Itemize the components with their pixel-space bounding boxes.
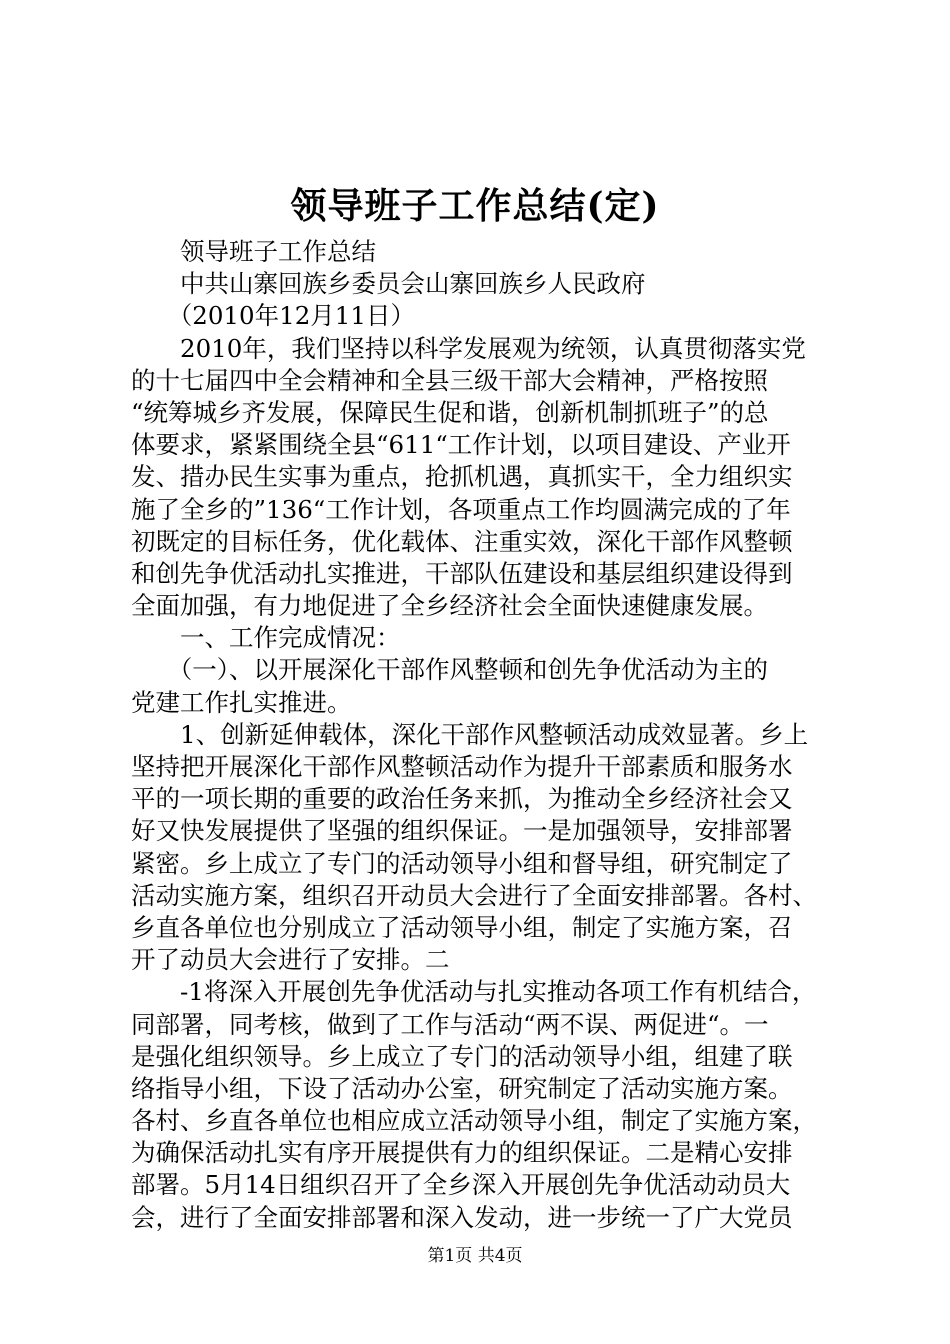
body-line: 开了动员大会进行了安排。二: [131, 945, 450, 975]
body-line: 中共山寨回族乡委员会山寨回族乡人民政府: [131, 269, 646, 299]
body-line: 体要求，紧紧围绕全县“611“工作计划，以项目建设、产业开: [131, 430, 791, 460]
body-line: 一、工作完成情况：: [131, 623, 401, 653]
body-line: 紧密。乡上成立了专门的活动领导小组和督导组，研究制定了: [131, 848, 793, 878]
page-footer: 第1页 共4页: [427, 1246, 523, 1266]
body-line: 1、创新延伸载体，深化干部作风整顿活动成效显著。乡上: [131, 719, 809, 749]
body-line: 和创先争优活动扎实推进，干部队伍建设和基层组织建设得到: [131, 558, 793, 588]
body-line: 初既定的目标任务，优化载体、注重实效，深化干部作风整顿: [131, 526, 793, 556]
body-line: “统筹城乡齐发展，保障民生促和谐，创新机制抓班子”的总: [131, 397, 769, 427]
body-line: 会，进行了全面安排部署和深入发动，进一步统一了广大党员: [131, 1202, 793, 1232]
body-line: 全面加强，有力地促进了全乡经济社会全面快速健康发展。: [131, 591, 768, 621]
body-line: -1将深入开展创先争优活动与扎实推动各项工作有机结合，: [131, 977, 817, 1007]
body-line: 的十七届四中全会精神和全县三级干部大会精神，严格按照: [131, 365, 768, 395]
body-line: 好又快发展提供了坚强的组织保证。一是加强领导，安排部署: [131, 816, 793, 846]
body-line: 施了全乡的”136“工作计划，各项重点工作均圆满完成的了年: [131, 494, 791, 524]
body-line: 部署。5月14日组织召开了全乡深入开展创先争优活动动员大: [131, 1170, 791, 1200]
document-body: [131, 236, 831, 1234]
body-line: 为确保活动扎实有序开展提供有力的组织保证。二是精心安排: [131, 1138, 793, 1168]
body-line: （一）、以开展深化干部作风整顿和创先争优活动为主的: [131, 655, 768, 685]
body-line: 是强化组织领导。乡上成立了专门的活动领导小组，组建了联: [131, 1041, 793, 1071]
body-line: 领导班子工作总结: [131, 237, 376, 266]
body-line: （2010年12月11日）: [131, 301, 415, 331]
body-line: 活动实施方案，组织召开动员大会进行了全面安排部署。各村、: [131, 880, 817, 910]
body-line: 络指导小组，下设了活动办公室，研究制定了活动实施方案。: [131, 1073, 793, 1103]
body-line: 平的一项长期的重要的政治任务来抓，为推动全乡经济社会又: [131, 784, 793, 814]
body-line: 各村、乡直各单位也相应成立活动领导小组，制定了实施方案，: [131, 1106, 817, 1136]
body-line: 2010年，我们坚持以科学发展观为统领，认真贯彻落实党: [131, 333, 806, 363]
document-title: 领导班子工作总结(定): [290, 185, 660, 227]
body-line: 同部署，同考核，做到了工作与活动“两不误、两促进“。一: [131, 1009, 769, 1039]
body-line: 党建工作扎实推进。: [131, 687, 352, 717]
body-line: 坚持把开展深化干部作风整顿活动作为提升干部素质和服务水: [131, 752, 793, 781]
body-line: 发、措办民生实事为重点，抢抓机遇，真抓实干，全力组织实: [131, 462, 793, 492]
body-line: 乡直各单位也分别成立了活动领导小组，制定了实施方案，召: [131, 912, 793, 942]
